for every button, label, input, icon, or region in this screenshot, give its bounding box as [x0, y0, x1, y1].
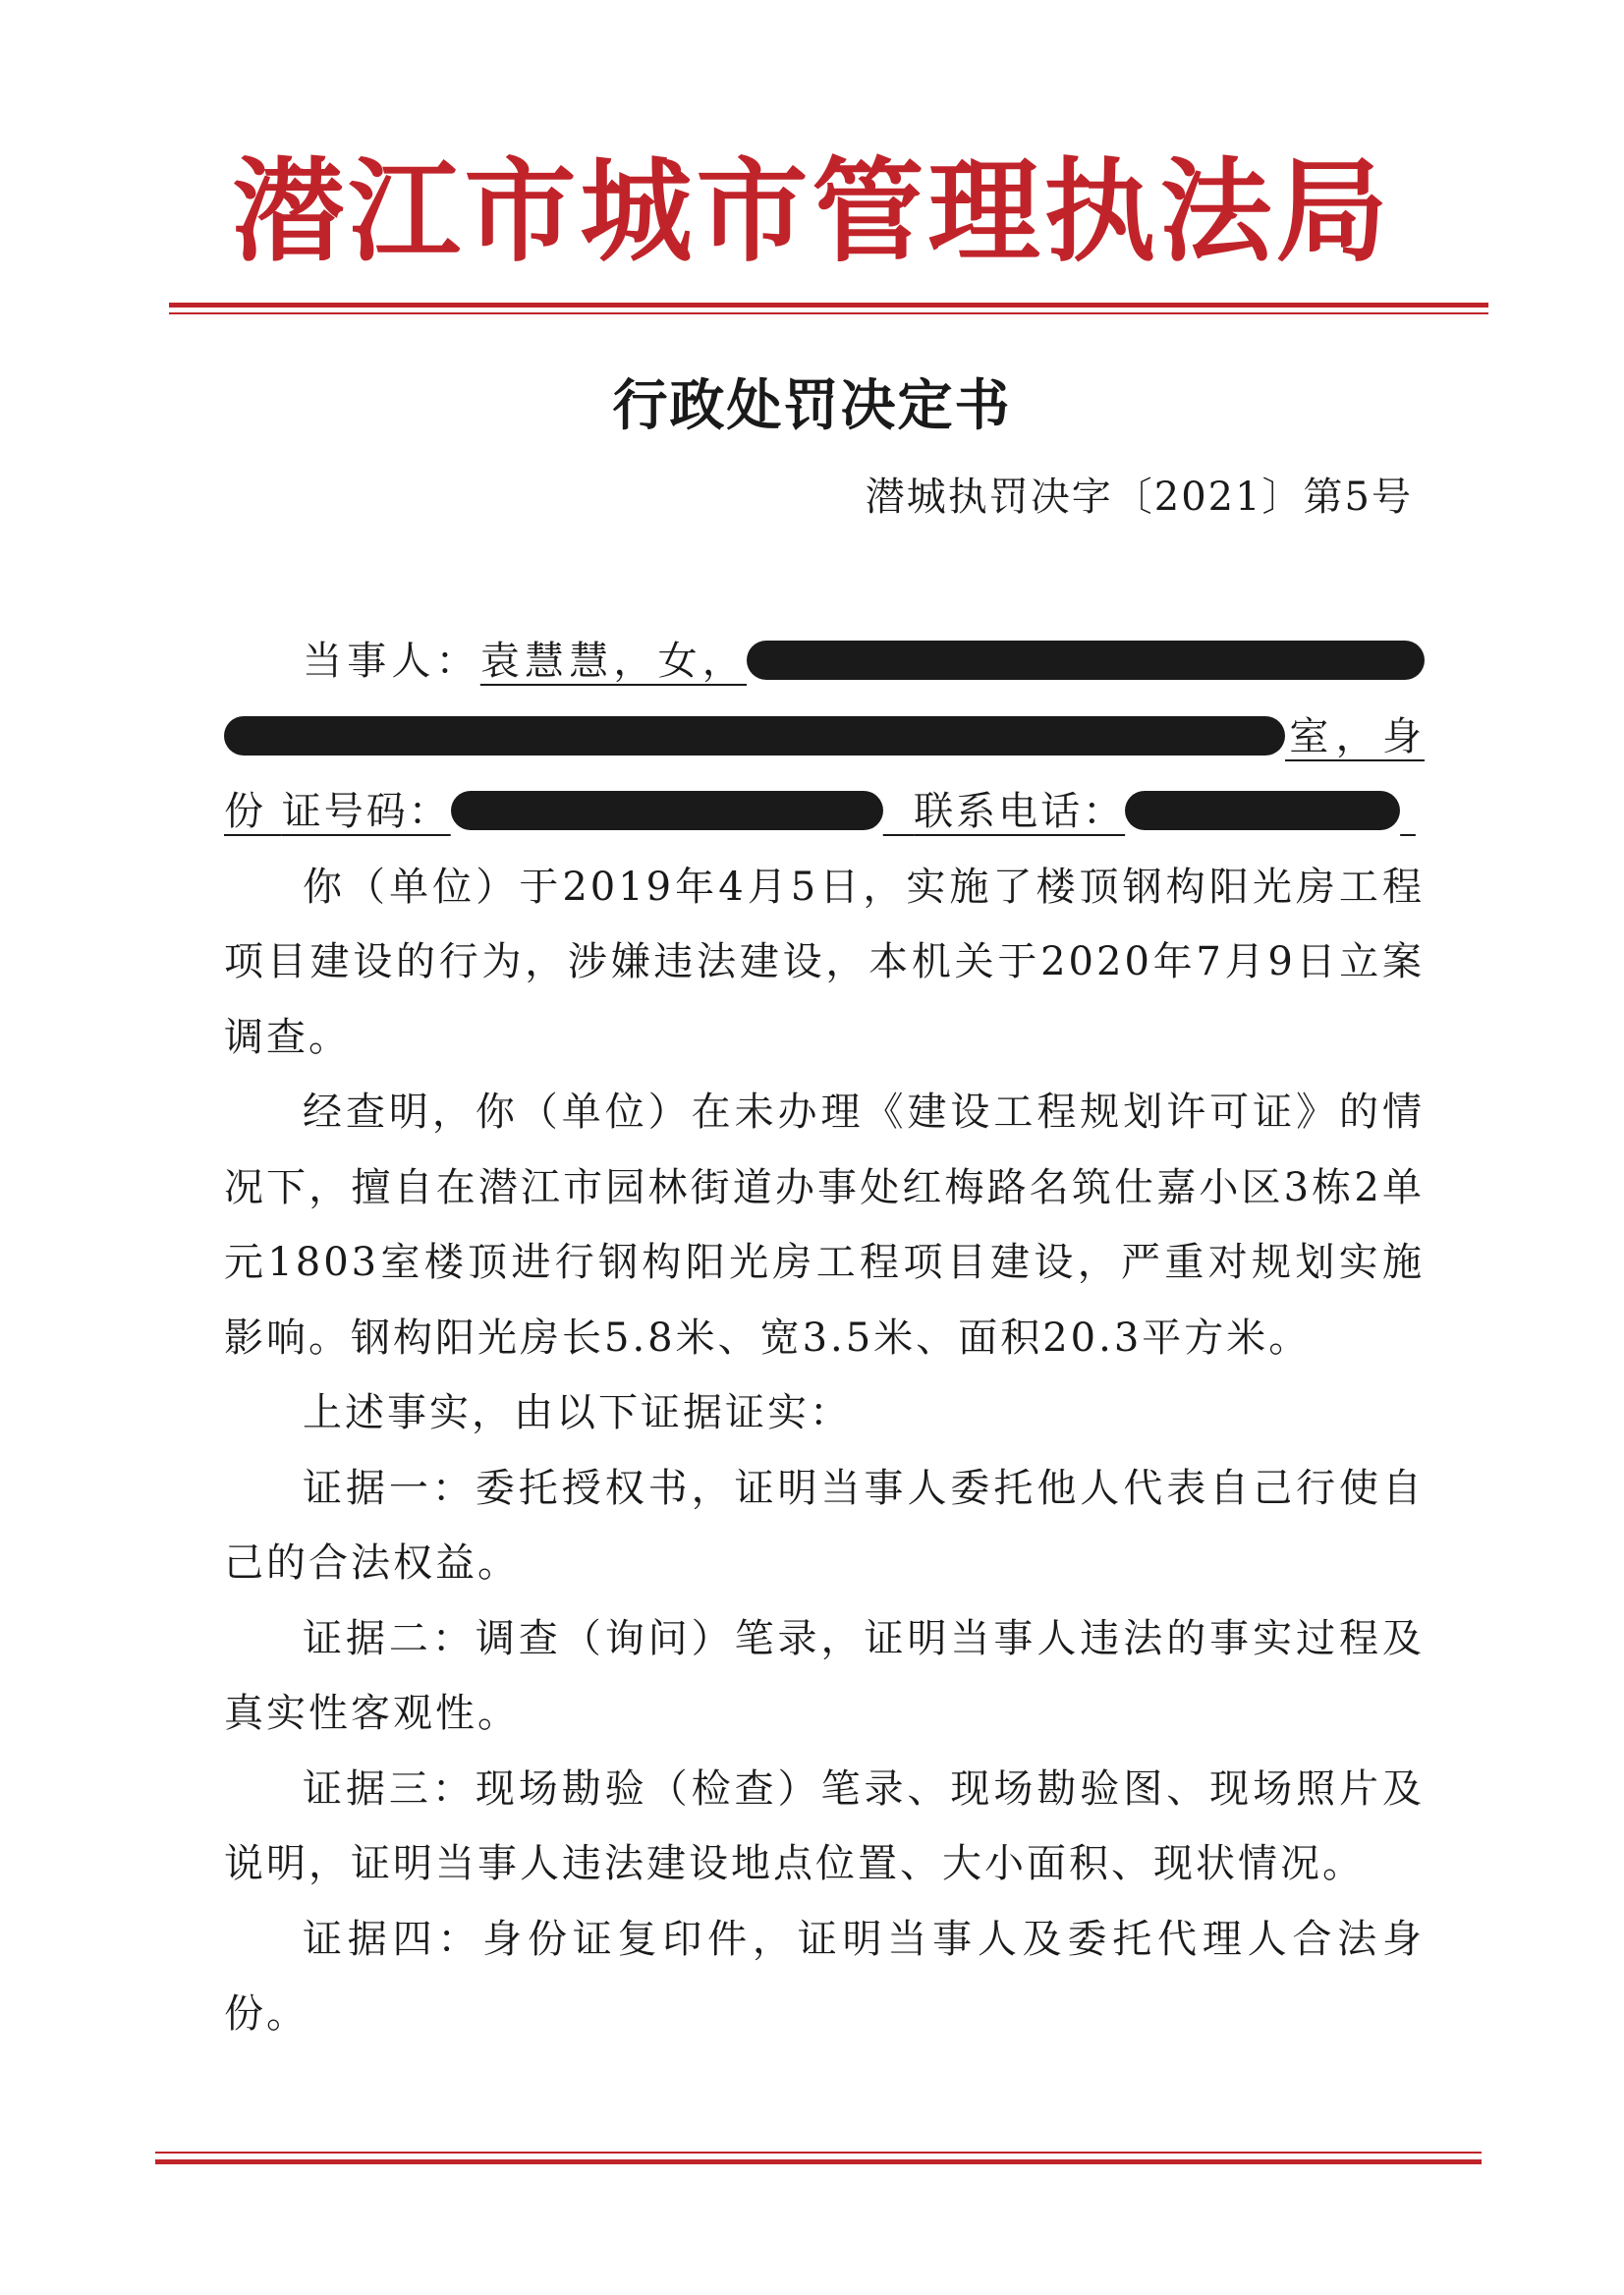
redaction-bar	[224, 716, 1285, 756]
header-rule-thick	[169, 303, 1488, 308]
document-body	[224, 624, 1425, 2052]
paragraph-findings: 经查明，你（单位）在未办理《建设工程规划许可证》的情况下，擅自在潜江市园林街道办事处红梅路名筑仕嘉小区3栋2单元1803室楼顶进行钢构阳光房工程项目建设，严重对规划实施影响。钢构阳光房长5.8米、宽3.5米、面积20.3平方米。	[224, 1090, 1425, 1361]
header-rule-thin	[169, 312, 1488, 314]
agency-name-header: 潜江市城市管理执法局	[232, 145, 1392, 277]
party-label: 当事人：	[303, 639, 480, 684]
evidence-item-4: 证据四：身份证复印件，证明当事人及委托代理人合法身份。	[224, 1916, 1425, 2037]
redaction-bar	[1125, 791, 1400, 830]
footer-rule-thick	[155, 2159, 1482, 2164]
evidence-item-3: 证据三：现场勘验（检查）笔录、现场勘验图、现场照片及说明，证明当事人违法建设地点位置、大小面积、现状情况。	[224, 1765, 1425, 1886]
redaction-bar	[747, 641, 1425, 680]
footer-rule-thin	[155, 2152, 1482, 2154]
party-info	[224, 624, 1425, 850]
document-number: 潜城执罚决字〔2021〕第5号	[865, 475, 1413, 520]
id-number-label: 证号码：	[281, 789, 451, 834]
paragraph-evidence-intro: 上述事实，由以下证据证实：	[303, 1390, 852, 1435]
evidence-item-1: 证据一：委托授权书，证明当事人委托他人代表自己行使自己的合法权益。	[224, 1465, 1425, 1586]
document-title: 行政处罚决定书	[612, 373, 1012, 438]
paragraph-violation: 你（单位）于2019年4月5日，实施了楼顶钢构阳光房工程项目建设的行为，涉嫌违法建设，本机关于2020年7月9日立案调查。	[224, 864, 1425, 1060]
phone-label: 联系电话：	[914, 789, 1126, 834]
redaction-bar	[451, 791, 883, 830]
evidence-item-2: 证据二：调查（询问）笔录，证明当事人违法的事实过程及真实性客观性。	[224, 1615, 1425, 1736]
party-name-gender: 袁慧慧，女，	[479, 639, 748, 684]
party-address-tail: 室，身份	[224, 713, 1425, 834]
